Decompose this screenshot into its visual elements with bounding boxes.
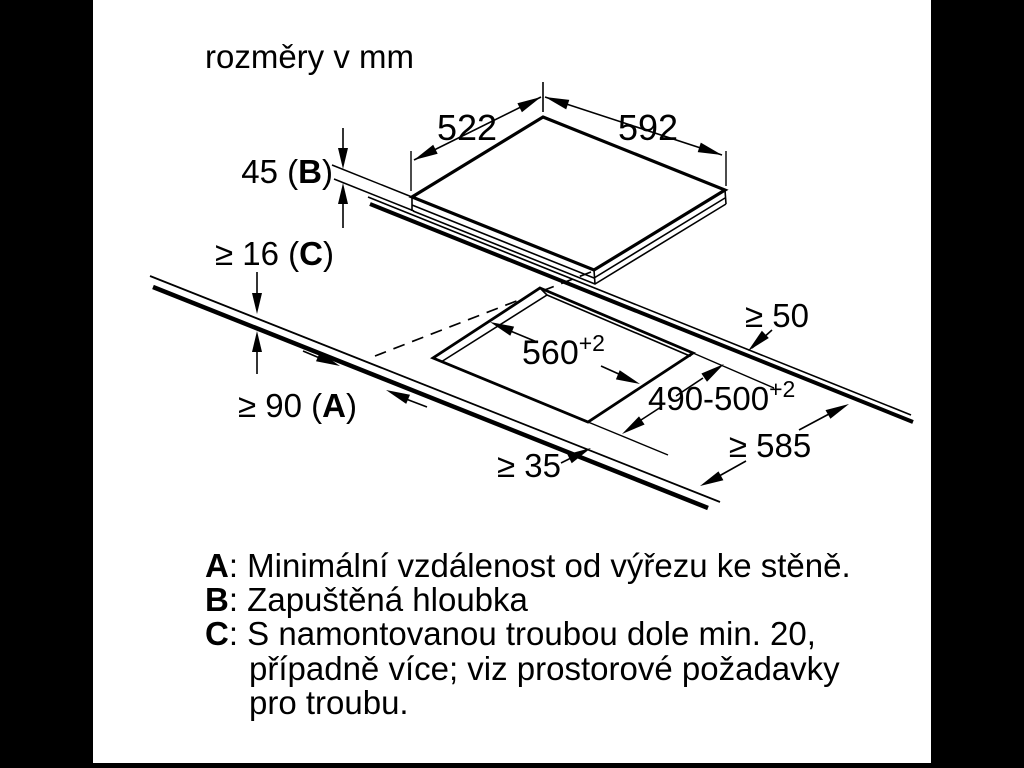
dim-90A-label: ≥ 90 (A) <box>238 387 357 424</box>
dim-490-500-label: $490-500^{+2}$ <box>648 376 796 417</box>
dim-35-label: ≥ 35 <box>497 447 561 484</box>
diagram-title: rozměry v mm <box>205 38 414 75</box>
dim-45B-label: 45 (B) <box>241 153 333 190</box>
dim-592-label: 592 <box>617 107 679 148</box>
legend-line-c: C: S namontovanou troubou dole min. 20, <box>205 615 816 652</box>
dim-585-label: ≥ 585 <box>728 427 812 464</box>
dim-16C-label: ≥ 16 (C) <box>215 235 334 272</box>
legend-line-c3: pro troubu. <box>249 684 409 721</box>
dim-522-label: 522 <box>436 107 498 148</box>
dim-50-label: ≥ 50 <box>745 297 809 334</box>
legend-line-c2: případně více; viz prostorové požadavky <box>249 650 840 687</box>
legend-line-b: B: Zapuštěná hloubka <box>205 581 528 618</box>
legend-line-a: A: Minimální vzdálenost od výřezu ke stěně. <box>205 547 851 584</box>
dim-560-label: 560+2 <box>522 330 605 372</box>
